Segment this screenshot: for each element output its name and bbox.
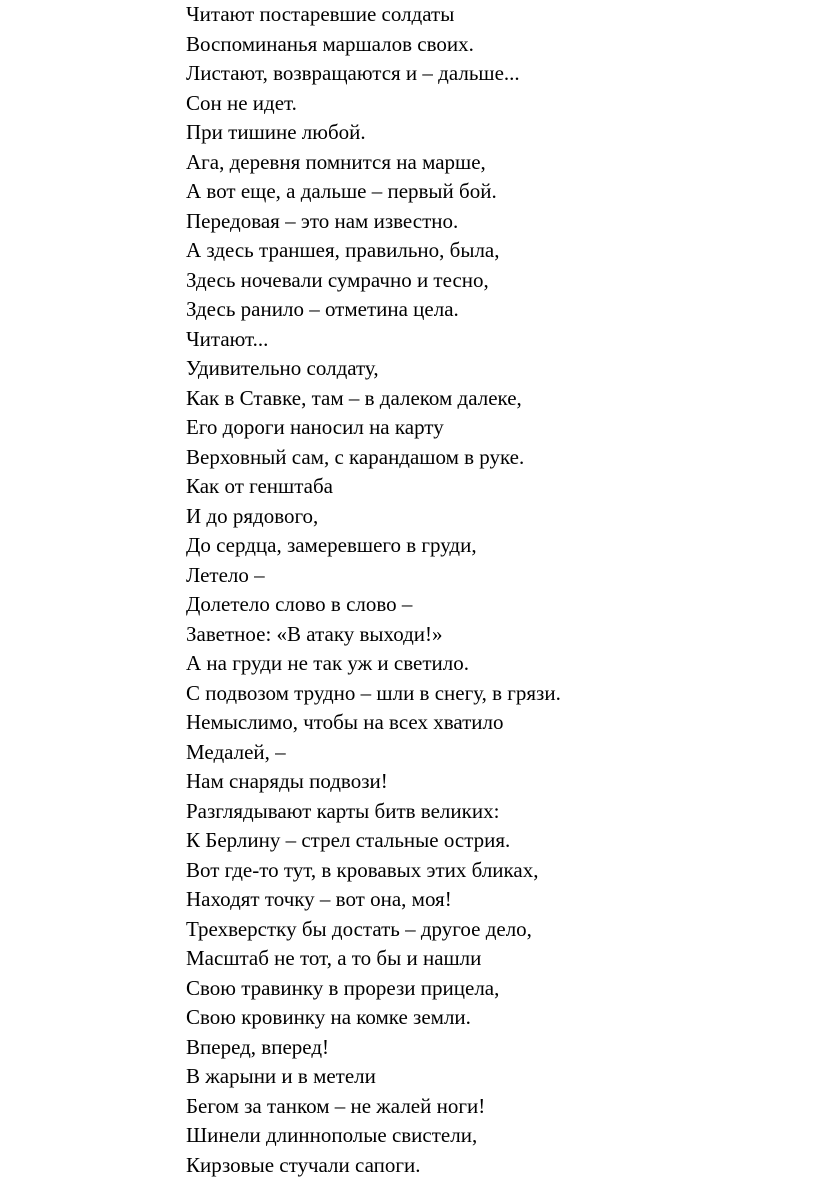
poem-line: Масштаб не тот, а то бы и нашли <box>186 946 482 970</box>
poem-line: Немыслимо, чтобы на всех хватило <box>186 710 504 734</box>
poem-line: Трехверстку бы достать – другое дело, <box>186 916 532 941</box>
poem-line: Бегом за танком – не жалей ноги! <box>186 1093 486 1118</box>
poem-line: А здесь траншея, правильно, была, <box>186 238 500 262</box>
poem-line: Вперед, вперед! <box>186 1034 329 1059</box>
poem-line: Как от генштаба <box>186 474 333 498</box>
poem-line: Читают постаревшие солдаты <box>186 2 455 26</box>
poem-line: Как в Ставке, там – в далеком далеке, <box>186 385 522 410</box>
poem-line: Ага, деревня помнится на марше, <box>186 149 486 174</box>
poem-line: Кирзовые стучали сапоги. <box>186 1152 421 1177</box>
poem-line: Разглядывают карты битв великих: <box>186 798 500 823</box>
poem-line: К Берлину – стрел стальные острия. <box>186 828 511 852</box>
poem-line: Читают... <box>186 326 269 351</box>
poem-text <box>186 0 561 1180</box>
poem-line: Здесь ночевали сумрачно и тесно, <box>186 267 489 292</box>
poem-line: При тишине любой. <box>186 120 366 144</box>
poem-line: Здесь ранило – отметина цела. <box>186 297 459 321</box>
poem-line: Верховный сам, с карандашом в руке. <box>186 444 525 469</box>
poem-line: С подвозом трудно – шли в снегу, в грязи. <box>186 680 561 705</box>
poem-line: Шинели длиннополые свистели, <box>186 1123 478 1147</box>
poem-line: Летело – <box>186 562 265 587</box>
poem-line: Находят точку – вот она, моя! <box>186 887 452 911</box>
poem-line: Долетело слово в слово – <box>186 592 413 616</box>
poem-line: Его дороги наносил на карту <box>186 415 444 439</box>
poem-line: Заветное: «В атаку выходи!» <box>186 621 443 646</box>
poem-line: Воспоминанья маршалов своих. <box>186 31 474 56</box>
poem-line: А вот еще, а дальше – первый бой. <box>186 179 497 203</box>
poem-line: Листают, возвращаются и – дальше... <box>186 61 520 85</box>
poem-line: Вот где-то тут, в кровавых этих бликах, <box>186 857 539 882</box>
poem-line: И до рядового, <box>186 503 319 528</box>
poem-line: Медалей, – <box>186 739 286 764</box>
poem-line: А на груди не так уж и светило. <box>186 651 469 675</box>
poem-line: Свою травинку в прорези прицела, <box>186 975 500 1000</box>
poem-line: До сердца, замеревшего в груди, <box>186 533 477 557</box>
poem-line: Передовая – это нам известно. <box>186 208 459 233</box>
poem-line: Сон не идет. <box>186 90 297 115</box>
poem-line: Свою кровинку на комке земли. <box>186 1005 471 1029</box>
poem-line: Нам снаряды подвози! <box>186 769 388 793</box>
poem-line: Удивительно солдату, <box>186 356 379 380</box>
poem-line: В жарыни и в метели <box>186 1064 376 1088</box>
